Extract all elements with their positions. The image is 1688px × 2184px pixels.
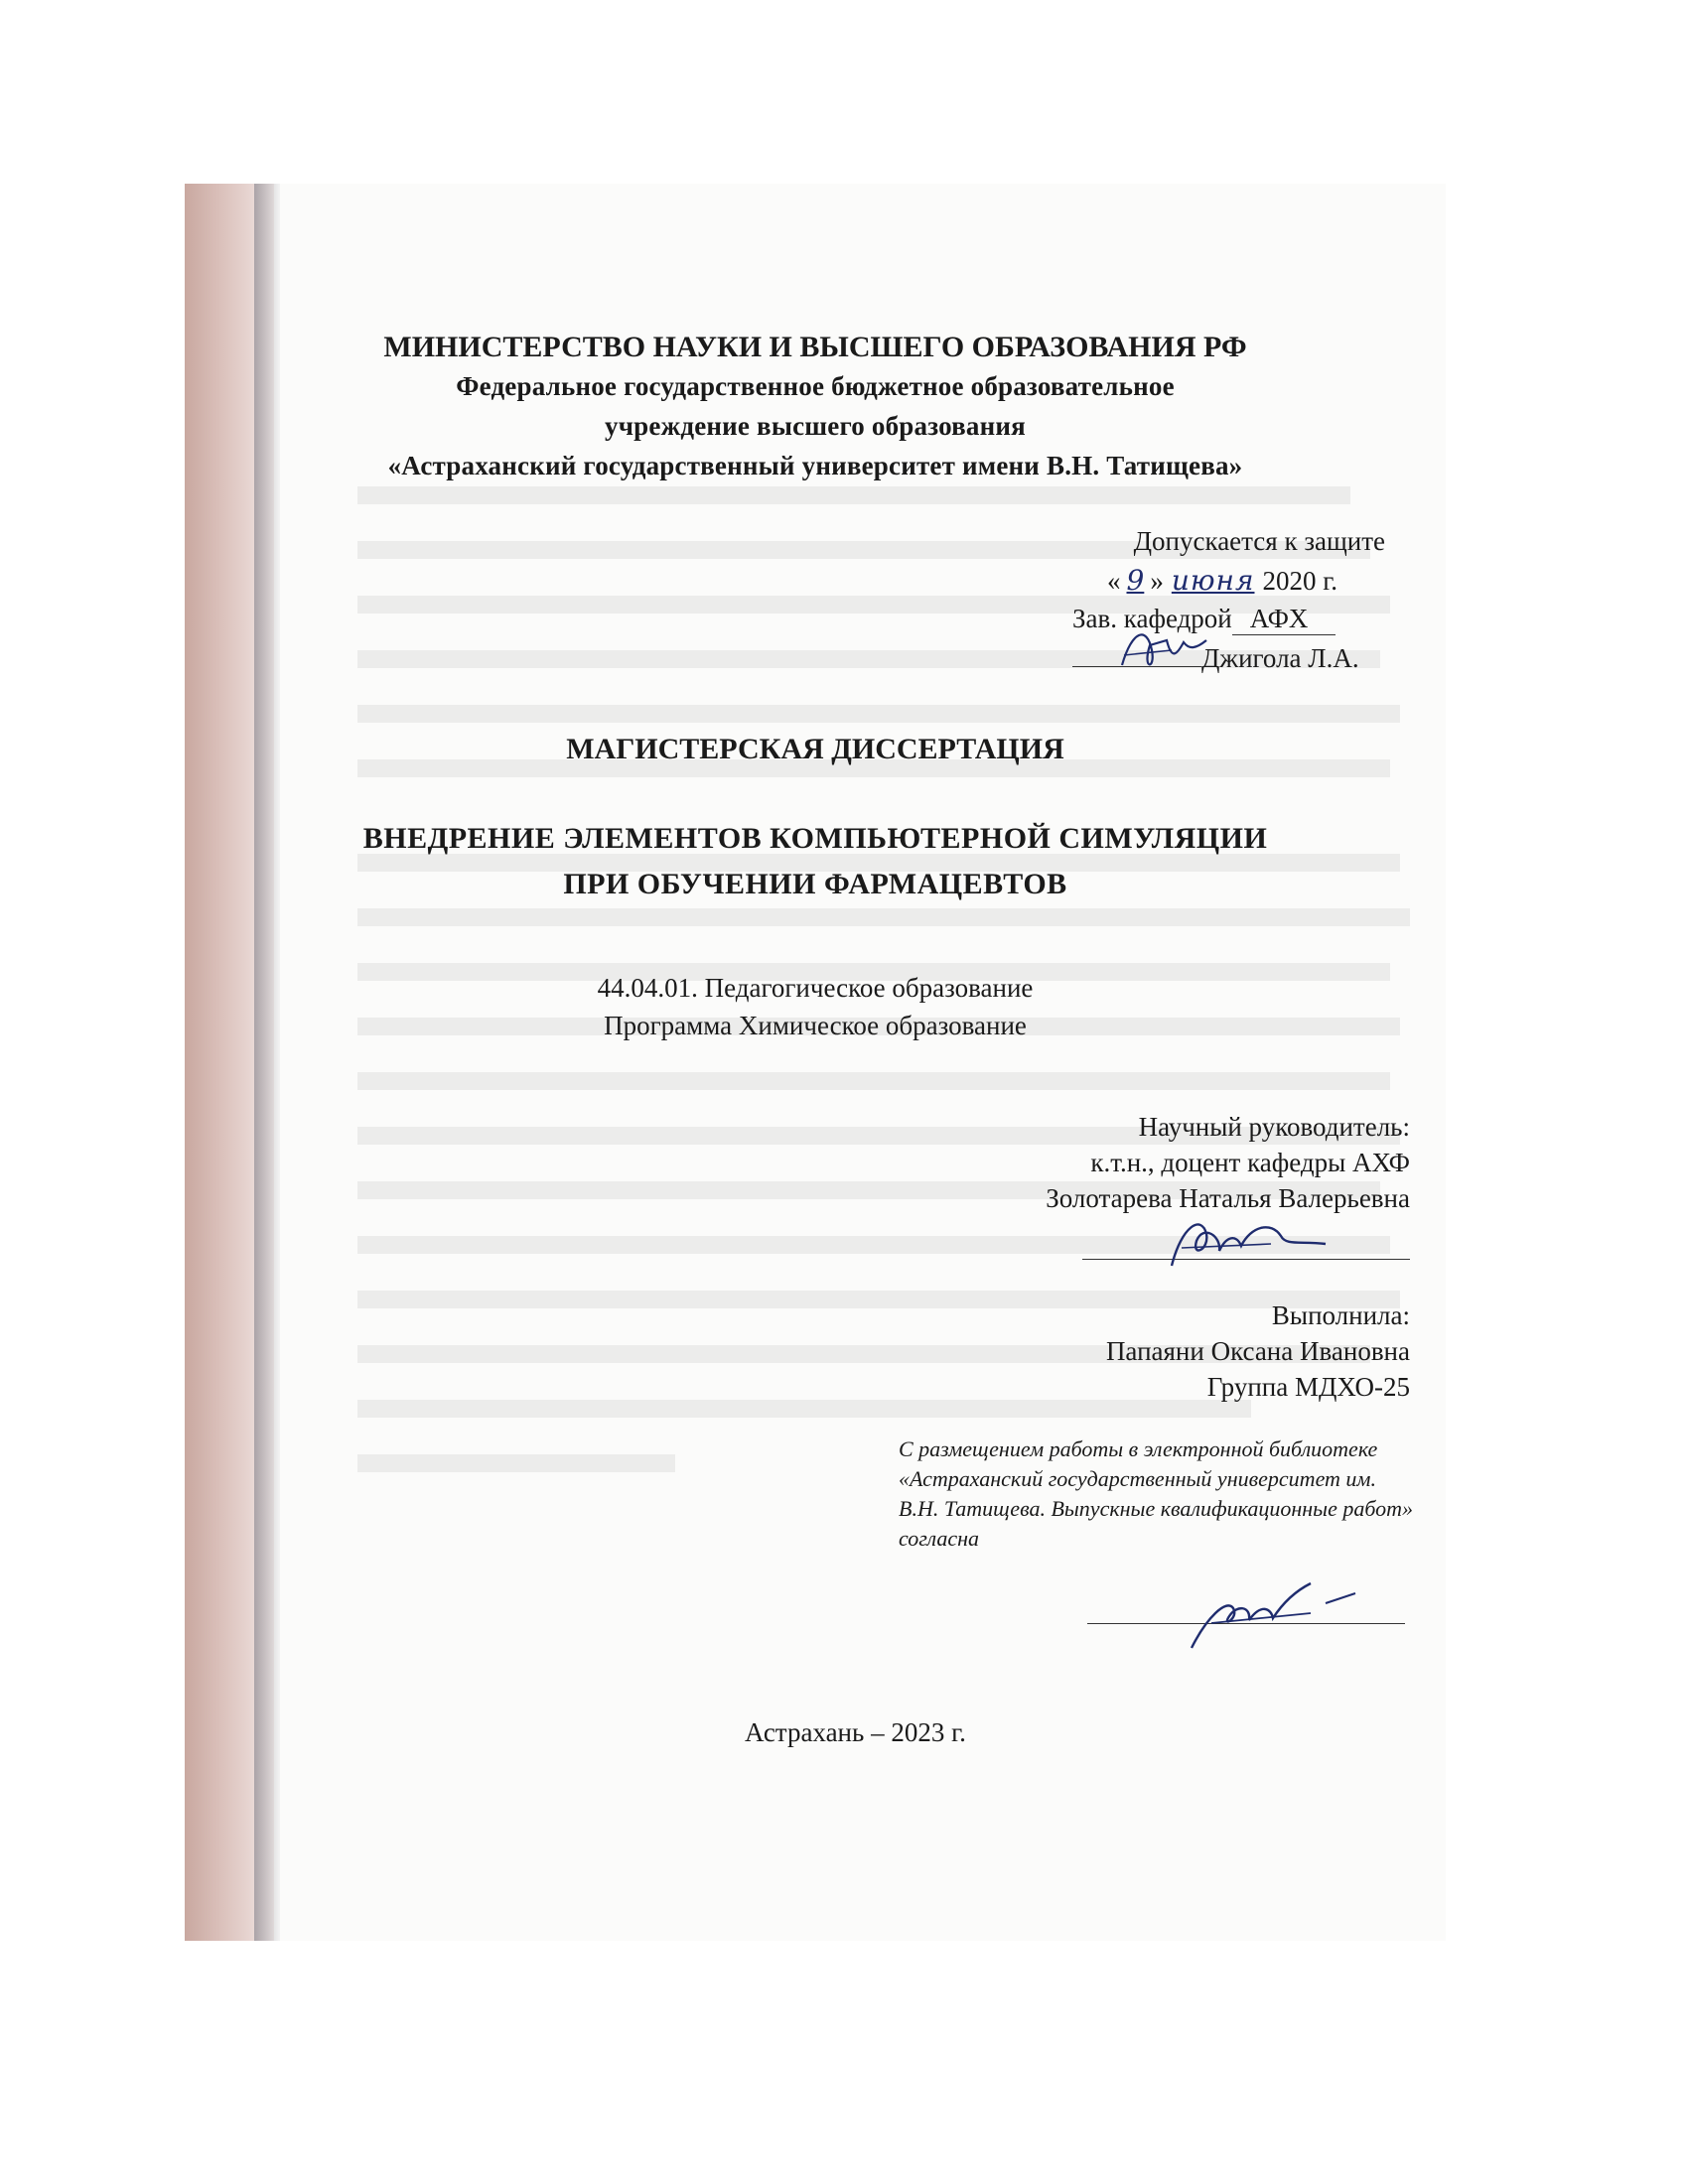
supervisor-signature bbox=[1152, 1206, 1350, 1276]
supervisor-label: Научный руководитель: bbox=[1138, 1112, 1410, 1142]
supervisor-name: Золотарева Наталья Валерьевна bbox=[1046, 1183, 1410, 1213]
title-line-2: ПРИ ОБУЧЕНИИ ФАРМАЦЕВТОВ bbox=[563, 868, 1067, 900]
approval-date: « 9 » июня 2020 г. bbox=[1107, 564, 1338, 597]
ministry-heading: МИНИСТЕРСТВО НАУКИ И ВЫСШЕГО ОБРАЗОВАНИЯ РФ bbox=[383, 331, 1247, 363]
author-group: Группа МДХО-25 bbox=[1206, 1372, 1410, 1402]
city-year: Астрахань – 2023 г. bbox=[745, 1717, 966, 1747]
study-program: Программа Химическое образование bbox=[604, 1011, 1027, 1040]
head-of-department-line: Зав. кафедрой АФХ bbox=[1072, 604, 1336, 635]
university-name: «Астраханский государственный университет имени В.Н. Татищева» bbox=[387, 451, 1243, 480]
title-line-1: ВНЕДРЕНИЕ ЭЛЕМЕНТОВ КОМПЬЮТЕРНОЙ СИМУЛЯЦИИ bbox=[362, 822, 1268, 855]
library-consent: С размещением работы в электронной библиотеке «Астраханский государственный университет им. В.Н. Татищева. Выпускные квалификационные работ» согласна bbox=[899, 1436, 1414, 1551]
supervisor-position: к.т.н., доцент кафедры АХФ bbox=[1090, 1148, 1410, 1177]
binding-shadow bbox=[254, 184, 280, 1941]
head-signature bbox=[1112, 620, 1211, 680]
author-name: Папаяни Оксана Ивановна bbox=[1105, 1336, 1410, 1366]
date-month-handwritten: июня bbox=[1171, 564, 1255, 597]
admitted-to-defense: Допускается к защите bbox=[1133, 526, 1385, 556]
date-day-handwritten: 9 bbox=[1126, 564, 1145, 597]
institution-line-2: учреждение высшего образования bbox=[605, 411, 1026, 441]
head-name: Джигола Л.А. bbox=[1201, 643, 1359, 673]
author-label: Выполнила: bbox=[1271, 1300, 1410, 1330]
scanned-page bbox=[185, 184, 1446, 1941]
institution-line-1: Федеральное государственное бюджетное образовательное bbox=[456, 371, 1175, 401]
document-type: МАГИСТЕРСКАЯ ДИССЕРТАЦИЯ bbox=[566, 733, 1064, 765]
department-name: АФХ bbox=[1232, 604, 1336, 635]
study-direction: 44.04.01. Педагогическое образование bbox=[597, 973, 1034, 1003]
author-signature bbox=[1172, 1569, 1390, 1658]
